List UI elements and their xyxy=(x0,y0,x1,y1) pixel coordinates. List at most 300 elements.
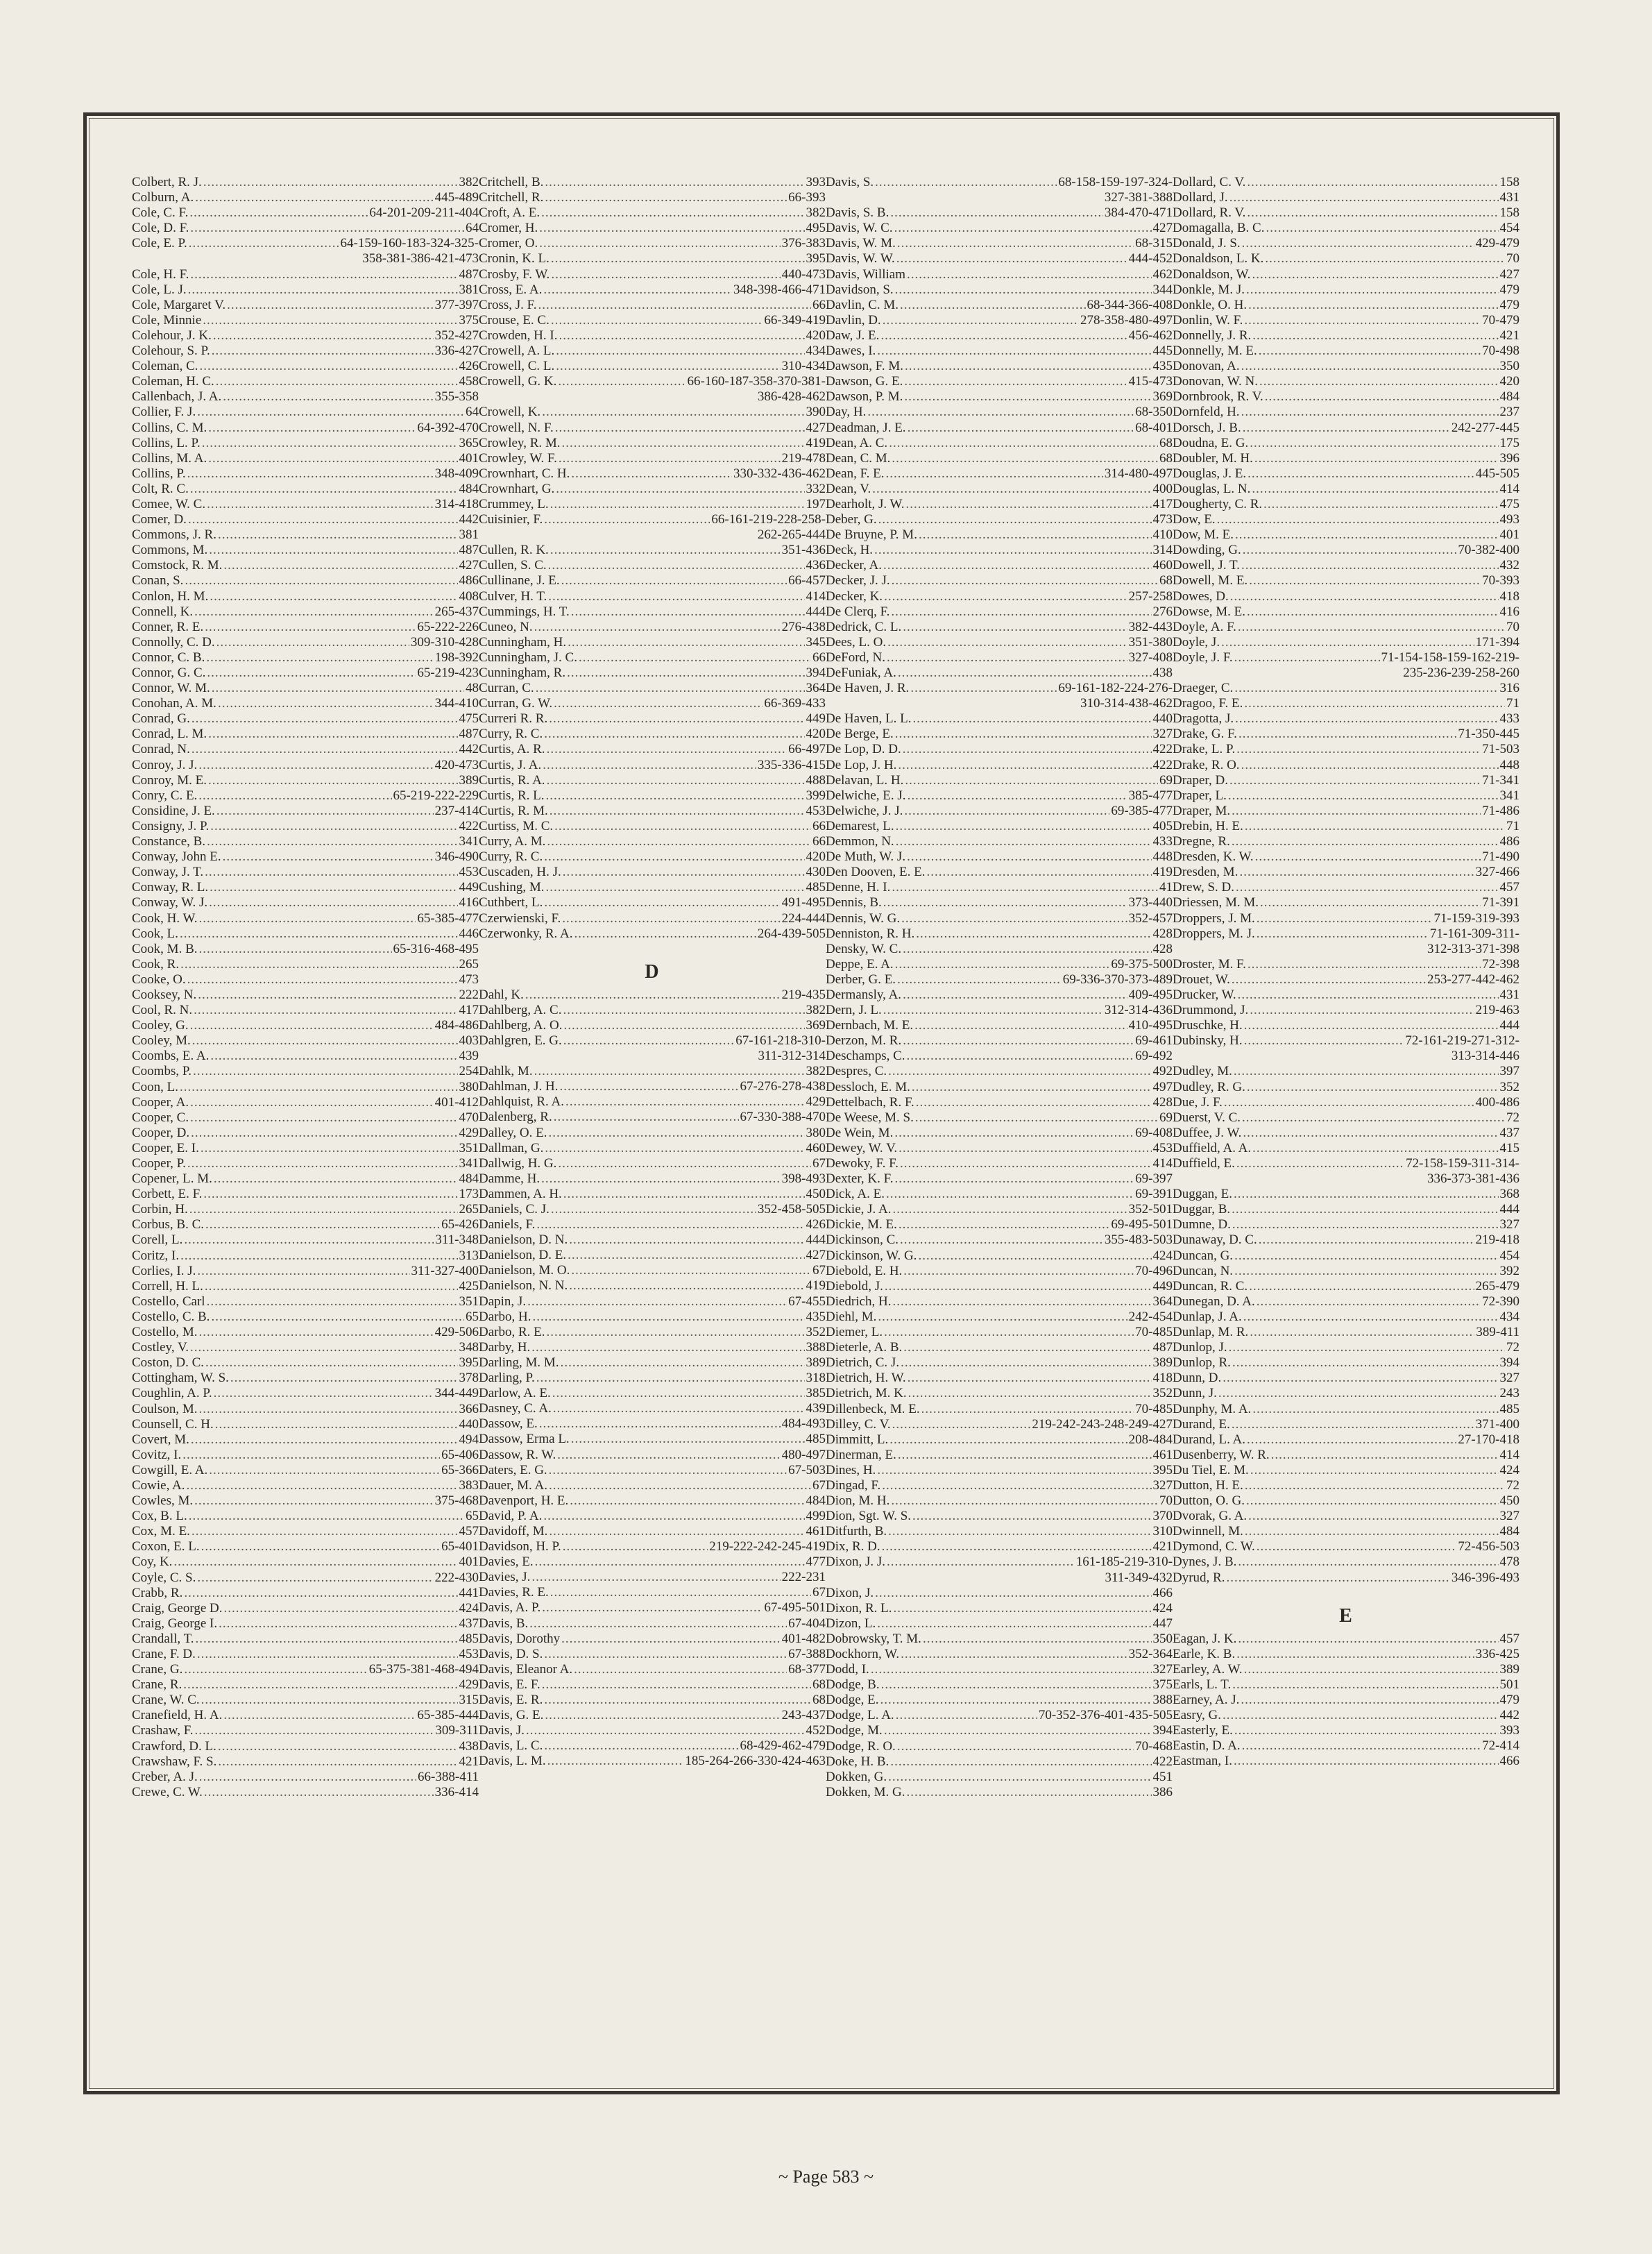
index-entry xyxy=(1173,1003,1519,1018)
entry-name: Counsell, C. H. xyxy=(132,1416,214,1432)
index-entry-continuation: 310-314-438-462 xyxy=(1080,696,1173,711)
entry-pages: 70-468 xyxy=(1135,1738,1173,1754)
dot-leader xyxy=(878,1310,1127,1325)
entry-pages: 460 xyxy=(1152,558,1173,573)
dot-leader xyxy=(1232,972,1426,988)
dot-leader xyxy=(1238,727,1456,742)
entry-pages: 389 xyxy=(459,772,479,788)
index-entry xyxy=(479,313,826,328)
dot-leader xyxy=(571,604,805,620)
entry-name: Davis, L. M. xyxy=(479,1754,546,1769)
dot-leader xyxy=(551,267,780,282)
entry-pages: 495 xyxy=(806,221,826,236)
index-entry xyxy=(479,1524,826,1539)
index-entry xyxy=(1173,359,1519,374)
entry-name: Dornfeld, H. xyxy=(1173,405,1240,420)
dot-leader xyxy=(173,1554,457,1570)
entry-pages: 400 xyxy=(1152,481,1173,496)
dot-leader xyxy=(1259,344,1481,359)
entry-pages: 257-258 xyxy=(1128,588,1173,604)
entry-pages: 401-412 xyxy=(434,1094,479,1110)
entry-name: Eastin, D. A. xyxy=(1173,1738,1241,1754)
index-entry xyxy=(1173,635,1519,650)
entry-pages: 429-506 xyxy=(434,1325,479,1340)
entry-pages: 243 xyxy=(1499,1386,1519,1401)
index-entry xyxy=(826,1310,1173,1325)
entry-name: Coy, K. xyxy=(132,1554,173,1570)
entry-name: Dunphy, M. A. xyxy=(1173,1401,1252,1416)
entry-pages: 484 xyxy=(806,1493,826,1508)
index-entry xyxy=(132,1677,479,1693)
entry-name: Covitz, I. xyxy=(132,1447,182,1462)
entry-pages: 67 xyxy=(812,1155,826,1171)
dot-leader xyxy=(1226,1570,1449,1586)
index-entry xyxy=(826,1156,1173,1171)
index-entry xyxy=(132,1432,479,1448)
entry-name: Davlin, C. M. xyxy=(826,297,899,312)
entry-pages: 65-222-226 xyxy=(417,619,479,634)
entry-pages: 242-454 xyxy=(1128,1309,1173,1324)
dot-leader xyxy=(1241,359,1499,374)
entry-name: Dewoky, F. F. xyxy=(826,1156,899,1171)
entry-pages: 64-201-209-211-404 xyxy=(369,205,479,221)
index-entry xyxy=(479,497,826,512)
entry-pages: 242-277-445 xyxy=(1451,420,1519,435)
entry-name: Dollard, J. xyxy=(1173,190,1228,205)
entry-name: Corbin, H. xyxy=(132,1202,188,1217)
entry-pages: 219-418 xyxy=(1475,1232,1519,1248)
dot-leader xyxy=(542,405,804,420)
dot-leader xyxy=(904,804,1109,819)
index-entry xyxy=(479,681,826,696)
entry-name: Colburn, A. xyxy=(132,190,194,205)
entry-pages: 68 xyxy=(812,1677,826,1692)
dot-leader xyxy=(1257,1539,1457,1554)
entry-pages: 393 xyxy=(1499,1723,1519,1738)
entry-pages: 71-161-309-311- xyxy=(1429,926,1519,941)
dot-leader xyxy=(563,1033,734,1049)
index-entry xyxy=(132,512,479,527)
entry-pages: 69 xyxy=(1159,1110,1173,1125)
entry-name: Dillenbeck, M. E. xyxy=(826,1401,920,1416)
index-entry xyxy=(1173,727,1519,742)
dot-leader xyxy=(1234,1264,1498,1279)
entry-name: Cole, H. F. xyxy=(132,266,189,282)
dot-leader xyxy=(199,1402,458,1417)
entry-name: DeFuniak, A. xyxy=(826,666,896,680)
index-entry xyxy=(479,1003,826,1018)
entry-pages: 310 xyxy=(1152,1524,1173,1539)
entry-pages: 222 xyxy=(459,987,479,1002)
entry-pages: 316 xyxy=(1499,681,1519,696)
entry-name: Cox, B. L. xyxy=(132,1509,187,1524)
index-entry xyxy=(479,696,826,711)
index-entry xyxy=(479,1325,826,1340)
dot-leader xyxy=(1223,1708,1499,1723)
dot-leader xyxy=(189,1509,464,1524)
index-entry xyxy=(1173,758,1519,773)
index-entry xyxy=(132,1279,479,1294)
index-entry-continuation: 311-349-432 xyxy=(1105,1570,1173,1585)
entry-pages: 432 xyxy=(1499,558,1519,573)
entry-name: Crowell, N. F. xyxy=(479,420,554,435)
index-entry xyxy=(479,1738,826,1754)
entry-pages: 352-501 xyxy=(1128,1202,1173,1217)
dot-leader xyxy=(193,1064,457,1079)
dot-leader xyxy=(1271,1448,1499,1463)
index-entry xyxy=(132,298,479,313)
entry-pages: 433 xyxy=(1499,711,1519,727)
entry-name: Daw, J. E. xyxy=(826,328,880,343)
dot-leader xyxy=(548,589,804,604)
dot-leader xyxy=(541,205,804,221)
entry-name: Coughlin, A. P. xyxy=(132,1386,212,1401)
dot-leader xyxy=(561,1355,805,1371)
index-entry xyxy=(132,1417,479,1432)
entry-name: Duerst, V. C. xyxy=(1173,1110,1241,1125)
entry-name: Dorsch, J. B. xyxy=(1173,420,1241,435)
entry-name: Drake, L. P. xyxy=(1173,742,1236,757)
entry-name: Doubler, M. H. xyxy=(1173,450,1253,466)
entry-name: Darlow, A. E. xyxy=(479,1386,551,1401)
entry-name: Doke, H. B. xyxy=(826,1754,889,1769)
entry-name: Consigny, J. P. xyxy=(132,818,210,833)
index-entry xyxy=(1173,957,1519,972)
index-entry xyxy=(479,666,826,681)
entry-name: Cooper, E. I. xyxy=(132,1140,199,1155)
index-entry xyxy=(826,1279,1173,1294)
entry-name: Costello, M. xyxy=(132,1325,198,1340)
dot-leader xyxy=(892,880,1158,895)
entry-pages: 65-375-381-468-494 xyxy=(368,1662,479,1677)
dot-leader xyxy=(1255,849,1481,865)
entry-name: Dow, M. E. xyxy=(1173,527,1234,543)
entry-pages: 67-495-501 xyxy=(764,1600,826,1616)
dot-leader xyxy=(889,1432,1127,1448)
index-entry xyxy=(479,1478,826,1493)
dot-leader xyxy=(1241,758,1499,773)
entry-name: Crowell, K. xyxy=(479,405,541,420)
dot-leader xyxy=(214,1171,458,1187)
index-entry xyxy=(1173,589,1519,604)
dot-leader xyxy=(539,236,780,251)
index-entry xyxy=(479,988,826,1003)
index-entry xyxy=(826,1448,1173,1463)
entry-name: Delwiche, E. J. xyxy=(826,788,906,803)
dot-leader xyxy=(883,895,1127,910)
entry-pages: 309-311 xyxy=(435,1723,479,1738)
entry-name: Deschamps, C. xyxy=(826,1049,905,1064)
index-entry xyxy=(1173,1539,1519,1554)
index-entry xyxy=(1173,1478,1519,1493)
entry-name: Curry, R. C. xyxy=(479,727,543,742)
index-entry xyxy=(1173,1632,1519,1647)
dot-leader xyxy=(1248,298,1498,313)
entry-name: De Berge, E. xyxy=(826,727,894,742)
entry-pages: 458 xyxy=(459,374,479,389)
index-entry xyxy=(132,1325,479,1340)
entry-name: Drew, S. D. xyxy=(1173,880,1235,895)
entry-name: Easterly, E. xyxy=(1173,1723,1233,1738)
index-entry xyxy=(132,865,479,880)
dot-leader xyxy=(205,1355,458,1371)
entry-pages: 66-457 xyxy=(788,573,826,588)
index-entry xyxy=(132,1662,479,1677)
index-entry xyxy=(479,788,826,804)
entry-name: Collins, M. A. xyxy=(132,450,207,466)
entry-pages: 309-310-428 xyxy=(410,634,479,650)
entry-name: De Haven, L. L. xyxy=(826,711,912,727)
entry-pages: 401 xyxy=(459,1554,479,1570)
entry-pages: 69-408 xyxy=(1135,1125,1173,1140)
entry-name: Davis, W. M. xyxy=(826,236,896,251)
index-entry xyxy=(132,681,479,696)
dot-leader xyxy=(546,880,805,895)
entry-name: Denne, H. I. xyxy=(826,880,891,895)
entry-name: Costello, C. B. xyxy=(132,1309,210,1324)
index-entry xyxy=(826,758,1173,773)
dot-leader xyxy=(887,635,1127,650)
entry-pages: 461 xyxy=(806,1523,826,1539)
entry-name: Covert, M. xyxy=(132,1432,189,1447)
entry-name: Durand, L. A. xyxy=(1173,1432,1246,1447)
index-entry xyxy=(826,1355,1173,1371)
dot-leader xyxy=(1265,389,1499,405)
index-entry xyxy=(479,1647,826,1662)
entry-pages: 71-159-319-393 xyxy=(1433,910,1519,926)
dot-leader xyxy=(201,1141,458,1156)
entry-pages: 71-490 xyxy=(1482,849,1519,865)
entry-pages: 419 xyxy=(806,435,826,450)
index-entry xyxy=(1173,972,1519,988)
index-entry xyxy=(826,573,1173,588)
entry-pages: 421 xyxy=(1152,1539,1173,1554)
entry-name: Crownhart, G. xyxy=(479,481,555,496)
entry-pages: 71-486 xyxy=(1482,803,1519,818)
index-entry xyxy=(826,681,1173,696)
entry-name: Darbo, R. E. xyxy=(479,1324,545,1339)
index-entry xyxy=(826,1708,1173,1723)
entry-name: Cunningham, R. xyxy=(479,666,566,680)
index-entry xyxy=(132,1355,479,1371)
entry-pages: 312-314-436 xyxy=(1104,1003,1173,1018)
entry-name: Curry, R. C. xyxy=(479,849,543,865)
index-entry xyxy=(132,1202,479,1217)
index-entry xyxy=(132,1509,479,1524)
entry-pages: 444 xyxy=(806,1232,826,1248)
entry-pages: 430 xyxy=(806,865,826,880)
index-entry xyxy=(1173,681,1519,696)
entry-pages: 368 xyxy=(1499,1187,1519,1202)
dot-leader xyxy=(547,773,805,788)
entry-pages: 470 xyxy=(459,1110,479,1125)
index-entry xyxy=(132,972,479,988)
index-entry xyxy=(1173,1570,1519,1586)
entry-pages: 431 xyxy=(1499,190,1519,205)
entry-pages: 486 xyxy=(1499,834,1519,849)
entry-pages: 395 xyxy=(459,1355,479,1371)
entry-name: David, P. A. xyxy=(479,1508,543,1523)
entry-pages: 68-344-366-408 xyxy=(1087,297,1173,312)
entry-pages: 327-408 xyxy=(1128,650,1173,665)
entry-pages: 66-349-419 xyxy=(764,312,826,328)
entry-pages: 375-468 xyxy=(434,1493,479,1509)
entry-name: Cooke, O. xyxy=(132,972,186,987)
entry-name: Crane, G. xyxy=(132,1662,183,1677)
entry-pages: 419 xyxy=(806,1278,826,1294)
entry-name: Dawson, F. M. xyxy=(826,359,903,374)
entry-pages: 64 xyxy=(466,405,479,420)
dot-leader xyxy=(541,1171,781,1187)
entry-name: Daters, E. G. xyxy=(479,1462,547,1477)
entry-name: Conner, R. E. xyxy=(132,619,204,634)
entry-pages: 341 xyxy=(1499,788,1519,803)
entry-name: Dietrich, C. J. xyxy=(826,1355,900,1371)
entry-pages: 454 xyxy=(1499,1248,1519,1263)
entry-pages: 171-394 xyxy=(1475,634,1519,650)
dot-leader xyxy=(550,543,781,558)
entry-name: Davis, S. B. xyxy=(826,205,889,221)
dot-leader xyxy=(912,1080,1152,1095)
entry-name: Dobrowsky, T. M. xyxy=(826,1631,921,1646)
index-entry xyxy=(132,1217,479,1232)
entry-pages: 352-458-505 xyxy=(757,1202,826,1217)
entry-pages: 66 xyxy=(812,650,826,665)
dot-leader xyxy=(188,282,458,298)
index-entry xyxy=(132,1493,479,1509)
entry-name: Dauer, M. A. xyxy=(479,1477,547,1493)
entry-name: Connor, G. C. xyxy=(132,666,206,680)
dot-leader xyxy=(1244,1033,1404,1049)
dot-leader xyxy=(1234,1187,1498,1202)
index-entry xyxy=(132,482,479,497)
entry-pages: 466 xyxy=(1499,1754,1519,1769)
index-entry xyxy=(132,1126,479,1141)
entry-pages: 66-497 xyxy=(788,742,826,757)
entry-name: Cullen, S. C. xyxy=(479,558,547,573)
entry-pages: 453 xyxy=(459,1647,479,1661)
entry-name: Dines, H. xyxy=(826,1462,876,1477)
dot-leader xyxy=(556,344,804,359)
index-entry xyxy=(1173,405,1519,420)
entry-name: Dawes, I. xyxy=(826,344,876,359)
index-entry xyxy=(132,1064,479,1079)
dot-leader xyxy=(190,1110,457,1126)
index-entry xyxy=(826,1616,1173,1632)
index-entry xyxy=(1173,543,1519,558)
dot-leader xyxy=(223,389,433,405)
entry-name: Corbus, B. C. xyxy=(132,1217,204,1232)
entry-name: Dedrick, C. L. xyxy=(826,619,902,634)
entry-pages: 336-425 xyxy=(1475,1646,1519,1661)
entry-pages: 69 xyxy=(1159,772,1173,788)
dot-leader xyxy=(1257,1294,1481,1310)
dot-leader xyxy=(912,1509,1151,1524)
dot-leader xyxy=(897,236,1134,251)
entry-pages: 352 xyxy=(1152,1386,1173,1401)
entry-name: Cranefield, H. A. xyxy=(132,1708,223,1723)
dot-leader xyxy=(1247,957,1481,972)
entry-name: Davenport, H. E. xyxy=(479,1493,569,1508)
entry-name: De Bruyne, P. M. xyxy=(826,527,917,543)
dot-leader xyxy=(877,344,1151,359)
index-entry xyxy=(1173,190,1519,205)
index-entry xyxy=(479,1539,826,1554)
index-entry xyxy=(132,497,479,512)
entry-pages: 65-366 xyxy=(441,1462,479,1477)
entry-pages: 414 xyxy=(806,588,826,604)
entry-pages: 65 xyxy=(466,1309,479,1324)
index-entry xyxy=(132,1171,479,1187)
entry-name: Dinerman, E. xyxy=(826,1447,896,1462)
entry-pages: 416 xyxy=(1499,604,1519,619)
entry-name: Darbo, H. xyxy=(479,1309,531,1324)
entry-name: Delavan, L. H. xyxy=(826,772,904,788)
dot-leader xyxy=(1236,880,1498,895)
index-entry xyxy=(1173,773,1519,788)
dot-leader xyxy=(209,543,457,558)
dot-leader xyxy=(1265,251,1505,266)
entry-name: Diehl, M. xyxy=(826,1309,877,1324)
dot-leader xyxy=(896,834,1152,849)
index-column-3 xyxy=(826,175,1173,1800)
entry-pages: 429 xyxy=(459,1677,479,1693)
dot-leader xyxy=(192,1033,458,1049)
entry-name: Cole, Minnie xyxy=(132,312,202,328)
entry-pages: 417 xyxy=(1152,496,1173,511)
dot-leader xyxy=(568,635,804,650)
index-entry xyxy=(479,911,826,926)
index-entry xyxy=(479,1141,826,1156)
dot-leader xyxy=(549,1126,805,1141)
index-entry xyxy=(1173,1662,1519,1677)
entry-pages: 364 xyxy=(806,681,826,696)
entry-name: Dumne, D. xyxy=(1173,1217,1231,1232)
dot-leader xyxy=(542,1677,811,1693)
entry-pages: 335-336-415 xyxy=(757,757,826,772)
entry-name: Conroy, M. E. xyxy=(132,772,207,788)
entry-name: Crawford, D. L. xyxy=(132,1738,216,1754)
entry-name: Cook, R. xyxy=(132,956,180,972)
entry-name: Davis, D. S. xyxy=(479,1646,543,1661)
index-entry xyxy=(826,1677,1173,1693)
entry-pages: 381 xyxy=(459,527,479,543)
dot-leader xyxy=(885,1279,1152,1294)
entry-name: Connor, W. M. xyxy=(132,681,210,696)
entry-name: Crane, F. D. xyxy=(132,1647,196,1661)
entry-name: Dahlgren, E. G. xyxy=(479,1033,562,1048)
index-entry xyxy=(479,635,826,650)
dot-leader xyxy=(204,1785,434,1800)
entry-pages: 344 xyxy=(1152,282,1173,297)
entry-name: Douglas, J. E. xyxy=(1173,466,1247,481)
dot-leader xyxy=(886,466,1103,482)
dot-leader xyxy=(558,1156,811,1171)
entry-name: Donald, J. S. xyxy=(1173,236,1241,251)
entry-pages: 420 xyxy=(806,727,826,742)
entry-pages: 418 xyxy=(1152,1371,1173,1386)
index-entry xyxy=(479,1570,826,1585)
entry-pages: 442 xyxy=(459,512,479,527)
dot-leader xyxy=(1218,1386,1499,1401)
index-entry xyxy=(479,1416,826,1432)
index-entry xyxy=(132,988,479,1003)
entry-name: Duncan, G. xyxy=(1173,1248,1234,1263)
entry-pages: 71-350-445 xyxy=(1458,727,1519,742)
entry-name: Craig, George I. xyxy=(132,1616,218,1631)
entry-pages: 388 xyxy=(1152,1693,1173,1708)
dot-leader xyxy=(187,466,434,482)
